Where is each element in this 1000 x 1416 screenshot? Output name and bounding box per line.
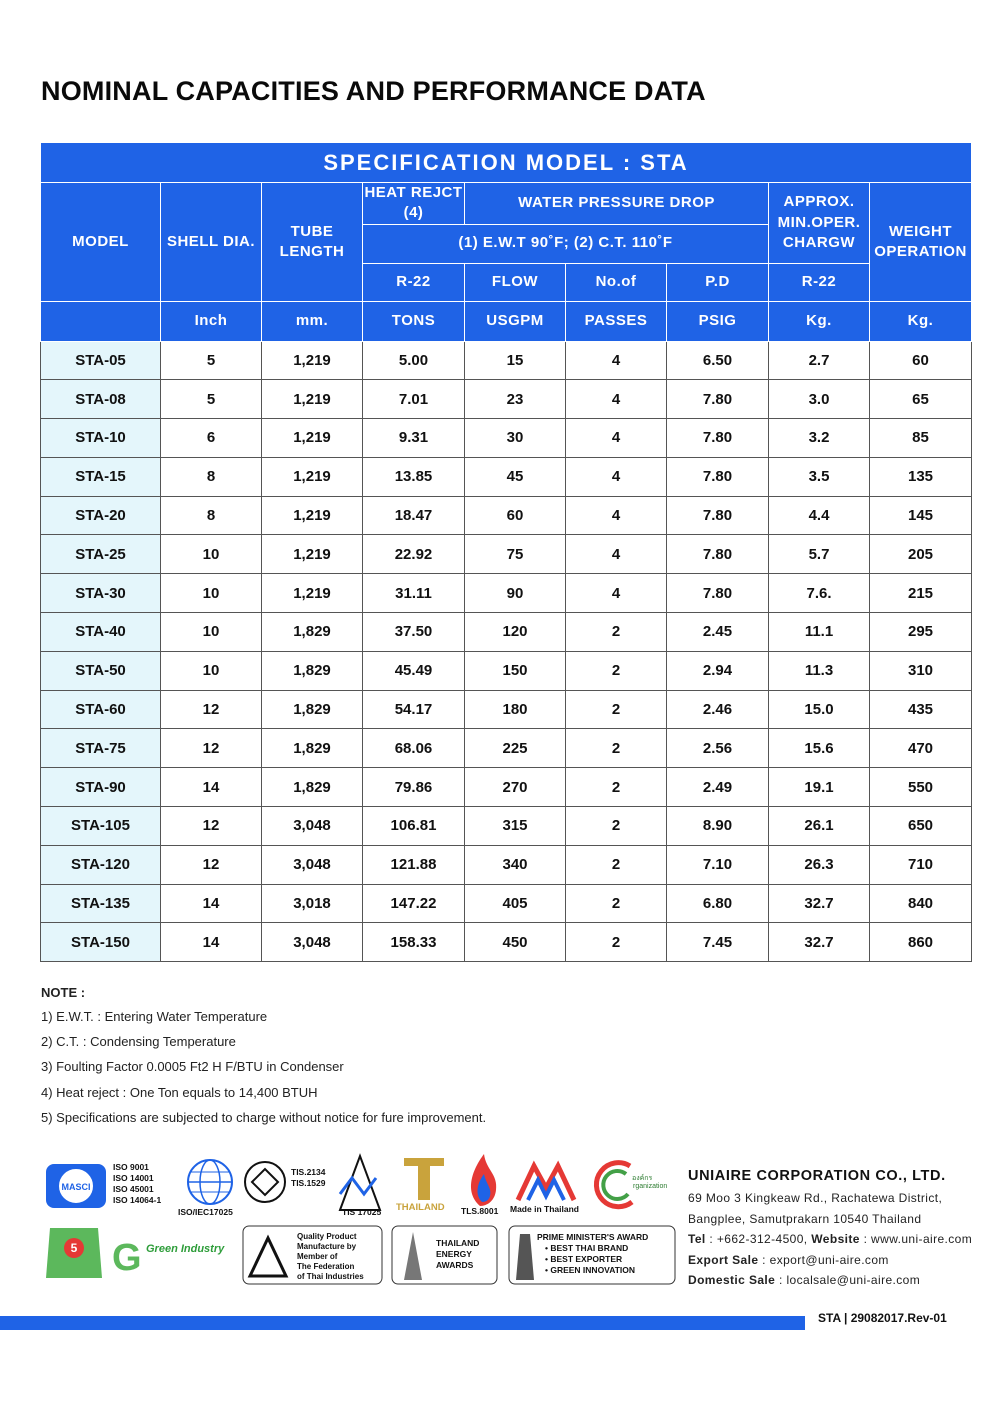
data-cell: 121.88 [363, 845, 465, 884]
model-cell: STA-120 [41, 845, 161, 884]
company-address-2: Bangplee, Samutprakarn 10540 Thailand [688, 1211, 922, 1226]
pm-award-line: PRIME MINISTER'S AWARD [537, 1232, 649, 1242]
company-name: UNIAIRE CORPORATION CO., LTD. [688, 1168, 946, 1184]
iso-item: ISO 14064-1 [113, 1195, 162, 1205]
export-email[interactable]: : export@uni-aire.com [758, 1252, 889, 1267]
company-address-1: 69 Moo 3 Kingkeaw Rd., Rachatewa District, [688, 1191, 943, 1206]
data-cell: 3.0 [769, 380, 870, 419]
data-cell: 1,219 [262, 419, 363, 458]
model-cell: STA-10 [41, 419, 161, 458]
table-row [41, 613, 972, 652]
data-cell: 180 [465, 690, 566, 729]
data-cell: 205 [870, 535, 972, 574]
col-water-pressure-drop: WATER PRESSURE DROP [465, 183, 769, 225]
data-cell: 2 [566, 884, 667, 923]
data-cell: 7.80 [667, 419, 769, 458]
quality-product-line: The Federation [297, 1262, 355, 1271]
data-cell: 270 [465, 768, 566, 807]
company-contact [688, 1229, 972, 1249]
data-cell: 2.46 [667, 690, 769, 729]
data-cell: 15.0 [769, 690, 870, 729]
level-5-badge [46, 1228, 102, 1278]
model-cell: STA-30 [41, 574, 161, 613]
green-industry-label: Green Industry [146, 1243, 225, 1255]
data-cell: 7.80 [667, 535, 769, 574]
data-cell: 10 [161, 651, 262, 690]
data-cell: 11.3 [769, 651, 870, 690]
data-cell: 60 [870, 341, 972, 380]
notes [41, 985, 486, 1135]
note-item: 3) Foulting Factor 0.0005 Ft2 H F/BTU in Condenser [41, 1059, 344, 1075]
iso-iec-label: ISO/IEC17025 [178, 1207, 233, 1217]
model-cell: STA-135 [41, 884, 161, 923]
model-cell: STA-75 [41, 729, 161, 768]
data-cell: 1,219 [262, 496, 363, 535]
data-cell: 10 [161, 613, 262, 652]
data-cell: 450 [465, 923, 566, 962]
data-cell: 22.92 [363, 535, 465, 574]
data-cell: 65 [870, 380, 972, 419]
data-cell: 405 [465, 884, 566, 923]
data-cell: 4 [566, 496, 667, 535]
data-cell: 2 [566, 651, 667, 690]
table-row [41, 768, 972, 807]
data-cell: 14 [161, 923, 262, 962]
data-cell: 7.80 [667, 380, 769, 419]
data-cell: 1,829 [262, 613, 363, 652]
energy-awards-box [392, 1226, 497, 1284]
spec-table [40, 142, 972, 962]
unit-cell: mm. [262, 301, 363, 341]
table-row [41, 496, 972, 535]
data-cell: 31.11 [363, 574, 465, 613]
table-row [41, 535, 972, 574]
data-cell: 10 [161, 574, 262, 613]
data-cell: 12 [161, 807, 262, 846]
energy-awards-line: THAILAND [436, 1238, 480, 1248]
energy-awards-line: AWARDS [436, 1260, 474, 1270]
thailand-quality-label: THAILAND [396, 1202, 445, 1213]
data-cell: 2 [566, 690, 667, 729]
data-cell: 2.49 [667, 768, 769, 807]
data-cell: 3,018 [262, 884, 363, 923]
data-cell: 2.7 [769, 341, 870, 380]
data-cell: 225 [465, 729, 566, 768]
table-body [41, 341, 972, 962]
conditions-header: (1) E.W.T 90˚F; (2) C.T. 110˚F [363, 224, 769, 263]
pm-award-line: • GREEN INNOVATION [545, 1265, 636, 1275]
data-cell: 5.00 [363, 341, 465, 380]
data-cell: 54.17 [363, 690, 465, 729]
masci-logo [46, 1164, 106, 1208]
data-cell: 5 [161, 380, 262, 419]
data-cell: 3,048 [262, 845, 363, 884]
data-cell: 60 [465, 496, 566, 535]
col-pd: P.D [667, 263, 769, 301]
company-domestic [688, 1270, 972, 1290]
made-in-thailand-logo [518, 1166, 574, 1200]
unit-model-blank [41, 301, 161, 341]
data-cell: 26.1 [769, 807, 870, 846]
data-cell: 158.33 [363, 923, 465, 962]
tis-17025-label: TIS 17025 [342, 1207, 382, 1217]
note-item: 4) Heat reject : One Ton equals to 14,400 BTUH [41, 1084, 318, 1100]
model-cell: STA-90 [41, 768, 161, 807]
pm-award-line: • BEST EXPORTER [545, 1254, 623, 1264]
data-cell: 15.6 [769, 729, 870, 768]
data-cell: 14 [161, 768, 262, 807]
green-org-label-2: rganization [633, 1183, 668, 1190]
data-cell: 15 [465, 341, 566, 380]
data-cell: 2.94 [667, 651, 769, 690]
company-info [688, 1166, 972, 1290]
svg-text:G: G [112, 1237, 142, 1279]
table-row [41, 651, 972, 690]
quality-product-line: Manufacture by [297, 1242, 357, 1251]
data-cell: 1,219 [262, 574, 363, 613]
model-cell: STA-08 [41, 380, 161, 419]
model-cell: STA-05 [41, 341, 161, 380]
data-cell: 68.06 [363, 729, 465, 768]
col-model: MODEL [41, 183, 161, 302]
data-cell: 145 [870, 496, 972, 535]
data-cell: 4 [566, 380, 667, 419]
green-organization-logo [596, 1163, 632, 1207]
data-cell: 37.50 [363, 613, 465, 652]
website-label: Website [811, 1232, 860, 1247]
unit-cell: TONS [363, 301, 465, 341]
table-row [41, 457, 972, 496]
certification-logos [40, 1148, 680, 1298]
data-cell: 30 [465, 419, 566, 458]
note-item: 5) Specifications are subjected to charge without notice for fure improvement. [41, 1109, 487, 1125]
data-cell: 2 [566, 613, 667, 652]
data-cell: 6 [161, 419, 262, 458]
tis-logo [245, 1162, 285, 1202]
quality-product-line: Member of [297, 1252, 338, 1261]
col-weight: WEIGHT OPERATION [870, 183, 972, 302]
data-cell: 710 [870, 845, 972, 884]
data-cell: 340 [465, 845, 566, 884]
col-shell-dia: SHELL DIA. [161, 183, 262, 302]
data-cell: 120 [465, 613, 566, 652]
data-cell: 12 [161, 845, 262, 884]
data-cell: 8 [161, 457, 262, 496]
col-heat-reject: HEAT REJCT (4) [363, 183, 465, 225]
data-cell: 23 [465, 380, 566, 419]
data-cell: 45.49 [363, 651, 465, 690]
data-cell: 7.6. [769, 574, 870, 613]
data-cell: 2 [566, 923, 667, 962]
page-title: NOMINAL CAPACITIES AND PERFORMANCE DATA [41, 76, 706, 106]
col-r22-heat: R-22 [363, 263, 465, 301]
data-cell: 147.22 [363, 884, 465, 923]
export-label: Export Sale [688, 1252, 759, 1267]
data-cell: 4 [566, 457, 667, 496]
data-cell: 2 [566, 807, 667, 846]
tis-item: TIS.2134 [291, 1167, 326, 1177]
data-cell: 860 [870, 923, 972, 962]
data-cell: 4 [566, 419, 667, 458]
data-cell: 1,829 [262, 768, 363, 807]
data-cell: 19.1 [769, 768, 870, 807]
tis-17025-logo [340, 1156, 380, 1210]
data-cell: 7.45 [667, 923, 769, 962]
col-flow: FLOW [465, 263, 566, 301]
units-row [41, 301, 972, 341]
model-cell: STA-40 [41, 613, 161, 652]
svg-text:5: 5 [70, 1241, 78, 1255]
data-cell: 150 [465, 651, 566, 690]
iec-globe-logo [188, 1160, 232, 1204]
data-cell: 2.56 [667, 729, 769, 768]
data-cell: 2.45 [667, 613, 769, 652]
data-cell: 10 [161, 535, 262, 574]
unit-cell: PASSES [566, 301, 667, 341]
unit-cell: PSIG [667, 301, 769, 341]
data-cell: 6.50 [667, 341, 769, 380]
table-row [41, 380, 972, 419]
note-item: 2) C.T. : Condensing Temperature [41, 1034, 236, 1050]
data-cell: 13.85 [363, 457, 465, 496]
col-r22-charge: R-22 [769, 263, 870, 301]
tis-item: TIS.1529 [291, 1178, 326, 1188]
model-cell: STA-50 [41, 651, 161, 690]
data-cell: 90 [465, 574, 566, 613]
iso-item: ISO 14001 [113, 1173, 154, 1183]
data-cell: 550 [870, 768, 972, 807]
quality-product-line: Quality Product [297, 1232, 357, 1241]
data-cell: 3,048 [262, 807, 363, 846]
note-item: 1) E.W.T. : Entering Water Temperature [41, 1009, 268, 1024]
data-cell: 79.86 [363, 768, 465, 807]
unit-cell: Kg. [769, 301, 870, 341]
data-cell: 3.5 [769, 457, 870, 496]
table-banner: SPECIFICATION MODEL : STA [41, 143, 972, 183]
table-row [41, 845, 972, 884]
col-no-of: No.of [566, 263, 667, 301]
table-row [41, 574, 972, 613]
quality-product-line: of Thai Industries [297, 1272, 364, 1281]
data-cell: 650 [870, 807, 972, 846]
model-cell: STA-25 [41, 535, 161, 574]
data-cell: 7.10 [667, 845, 769, 884]
data-cell: 75 [465, 535, 566, 574]
table-row [41, 341, 972, 380]
table-row [41, 807, 972, 846]
masci-label: MASCI [61, 1182, 91, 1192]
data-cell: 32.7 [769, 884, 870, 923]
iso-item: ISO 45001 [113, 1184, 154, 1194]
green-org-label: องค์กร [632, 1175, 653, 1182]
quality-product-box [243, 1226, 382, 1284]
unit-cell: Inch [161, 301, 262, 341]
thailand-quality-logo [404, 1158, 444, 1200]
data-cell: 4 [566, 341, 667, 380]
unit-cell: Kg. [870, 301, 972, 341]
data-cell: 2 [566, 845, 667, 884]
website-value[interactable]: : www.uni-aire.com [859, 1232, 973, 1247]
data-cell: 135 [870, 457, 972, 496]
data-cell: 4 [566, 574, 667, 613]
data-cell: 5 [161, 341, 262, 380]
green-industry-logo [112, 1237, 225, 1279]
table-row [41, 419, 972, 458]
data-cell: 32.7 [769, 923, 870, 962]
data-cell: 215 [870, 574, 972, 613]
pm-award-line: • BEST THAI BRAND [545, 1243, 629, 1253]
model-cell: STA-150 [41, 923, 161, 962]
data-cell: 7.80 [667, 574, 769, 613]
model-cell: STA-20 [41, 496, 161, 535]
col-approx-charge: APPROX. MIN.OPER. CHARGW [769, 183, 870, 264]
data-cell: 18.47 [363, 496, 465, 535]
unit-cell: USGPM [465, 301, 566, 341]
notes-title: NOTE : [41, 985, 86, 1000]
energy-awards-line: ENERGY [436, 1249, 472, 1259]
data-cell: 840 [870, 884, 972, 923]
data-cell: 7.80 [667, 457, 769, 496]
domestic-label: Domestic Sale [688, 1273, 776, 1288]
data-cell: 310 [870, 651, 972, 690]
footer-code: STA | 29082017.Rev-01 [818, 1311, 947, 1325]
table-row [41, 690, 972, 729]
data-cell: 8.90 [667, 807, 769, 846]
data-cell: 45 [465, 457, 566, 496]
data-cell: 12 [161, 690, 262, 729]
data-cell: 9.31 [363, 419, 465, 458]
data-cell: 2 [566, 729, 667, 768]
data-cell: 470 [870, 729, 972, 768]
data-cell: 85 [870, 419, 972, 458]
data-cell: 7.01 [363, 380, 465, 419]
data-cell: 1,829 [262, 651, 363, 690]
data-cell: 26.3 [769, 845, 870, 884]
tel-label: Tel [688, 1232, 706, 1247]
data-cell: 2 [566, 768, 667, 807]
model-cell: STA-60 [41, 690, 161, 729]
data-cell: 3,048 [262, 923, 363, 962]
table-row [41, 729, 972, 768]
model-cell: STA-105 [41, 807, 161, 846]
data-cell: 8 [161, 496, 262, 535]
data-cell: 1,219 [262, 341, 363, 380]
pm-award-box [509, 1226, 675, 1284]
data-cell: 1,829 [262, 690, 363, 729]
data-cell: 5.7 [769, 535, 870, 574]
data-cell: 435 [870, 690, 972, 729]
col-tube-length: TUBE LENGTH [262, 183, 363, 302]
tls-logo [471, 1154, 496, 1206]
data-cell: 1,219 [262, 457, 363, 496]
data-cell: 12 [161, 729, 262, 768]
data-cell: 11.1 [769, 613, 870, 652]
domestic-email[interactable]: : localsale@uni-aire.com [775, 1273, 921, 1288]
iso-item: ISO 9001 [113, 1162, 149, 1172]
data-cell: 106.81 [363, 807, 465, 846]
data-cell: 3.2 [769, 419, 870, 458]
footer-bar [0, 1316, 805, 1330]
data-cell: 4 [566, 535, 667, 574]
table-row [41, 923, 972, 962]
made-in-thailand-label: Made in Thailand [510, 1204, 579, 1214]
data-cell: 6.80 [667, 884, 769, 923]
data-cell: 14 [161, 884, 262, 923]
model-cell: STA-15 [41, 457, 161, 496]
data-cell: 1,829 [262, 729, 363, 768]
data-cell: 1,219 [262, 380, 363, 419]
data-cell: 7.80 [667, 496, 769, 535]
tls-label: TLS.8001 [461, 1206, 499, 1216]
company-export [688, 1250, 972, 1270]
data-cell: 1,219 [262, 535, 363, 574]
table-row [41, 884, 972, 923]
data-cell: 4.4 [769, 496, 870, 535]
data-cell: 315 [465, 807, 566, 846]
tel-value: : +662-312-4500, [705, 1232, 812, 1247]
data-cell: 295 [870, 613, 972, 652]
